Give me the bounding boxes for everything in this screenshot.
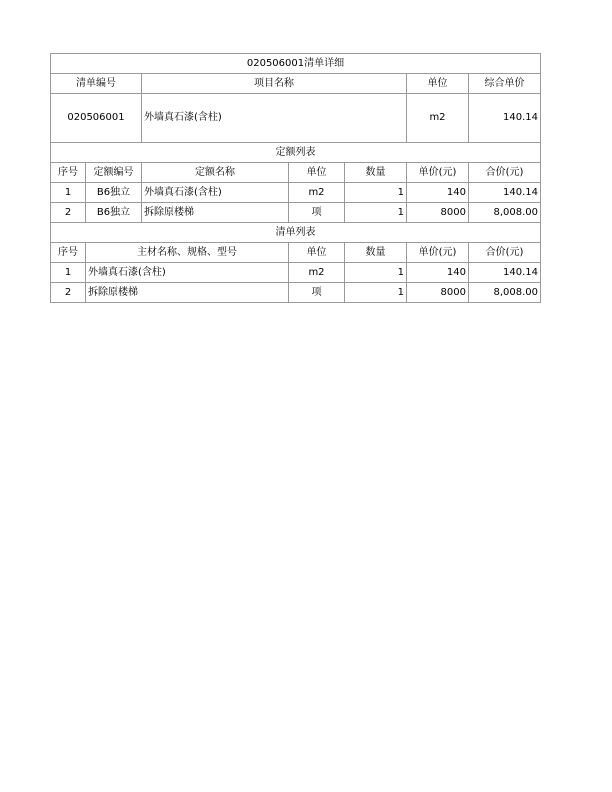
- list-unit: m2: [289, 263, 345, 283]
- quota-qty: 1: [345, 203, 407, 223]
- list-header-no: 序号: [51, 243, 86, 263]
- quota-header-row: [51, 163, 541, 183]
- quota-row: [51, 183, 541, 203]
- list-header-row: [51, 243, 541, 263]
- list-name: 拆除原楼梯: [86, 283, 289, 303]
- list-header-name: 主材名称、规格、型号: [86, 243, 289, 263]
- list-header-qty: 数量: [345, 243, 407, 263]
- quota-section-title: 定额列表: [51, 143, 541, 163]
- quota-row: [51, 203, 541, 223]
- quota-code: B6独立: [86, 183, 142, 203]
- list-no: 1: [51, 263, 86, 283]
- list-header-total: 合价(元): [469, 243, 541, 263]
- quota-unit: 项: [289, 203, 345, 223]
- header-name: 项目名称: [142, 74, 407, 94]
- header-unit: 单位: [407, 74, 469, 94]
- list-total: 140.14: [469, 263, 541, 283]
- list-unit-price: 8000: [407, 283, 469, 303]
- list-qty: 1: [345, 263, 407, 283]
- quota-header-no: 序号: [51, 163, 86, 183]
- quota-header-name: 定额名称: [142, 163, 289, 183]
- list-row: [51, 283, 541, 303]
- quota-name: 外墙真石漆(含柱): [142, 183, 289, 203]
- quota-code: B6独立: [86, 203, 142, 223]
- list-section-title: 清单列表: [51, 223, 541, 243]
- list-no: 2: [51, 283, 86, 303]
- list-qty: 1: [345, 283, 407, 303]
- list-total: 8,008.00: [469, 283, 541, 303]
- list-unit-price: 140: [407, 263, 469, 283]
- sheet-title: 020506001清单详细: [51, 54, 541, 74]
- header-price: 综合单价: [469, 74, 541, 94]
- quota-qty: 1: [345, 183, 407, 203]
- quota-unit-price: 140: [407, 183, 469, 203]
- item-header-row: [51, 74, 541, 94]
- quota-no: 2: [51, 203, 86, 223]
- quota-name: 拆除原楼梯: [142, 203, 289, 223]
- list-header-unit: 单位: [289, 243, 345, 263]
- item-name: 外墙真石漆(含柱): [142, 94, 407, 143]
- quota-no: 1: [51, 183, 86, 203]
- item-code: 020506001: [51, 94, 142, 143]
- detail-sheet: [50, 53, 540, 303]
- quota-unit-price: 8000: [407, 203, 469, 223]
- list-unit: 项: [289, 283, 345, 303]
- quota-unit: m2: [289, 183, 345, 203]
- detail-table: [50, 53, 541, 303]
- quota-header-unit: 单位: [289, 163, 345, 183]
- item-unit: m2: [407, 94, 469, 143]
- header-code: 清单编号: [51, 74, 142, 94]
- item-row: [51, 94, 541, 143]
- quota-header-qty: 数量: [345, 163, 407, 183]
- list-row: [51, 263, 541, 283]
- quota-section-title-row: [51, 143, 541, 163]
- quota-header-total: 合价(元): [469, 163, 541, 183]
- quota-total: 140.14: [469, 183, 541, 203]
- sheet-title-row: [51, 54, 541, 74]
- list-section-title-row: [51, 223, 541, 243]
- item-price: 140.14: [469, 94, 541, 143]
- quota-header-code: 定额编号: [86, 163, 142, 183]
- quota-total: 8,008.00: [469, 203, 541, 223]
- list-name: 外墙真石漆(含柱): [86, 263, 289, 283]
- quota-header-unit-price: 单价(元): [407, 163, 469, 183]
- list-header-unit-price: 单价(元): [407, 243, 469, 263]
